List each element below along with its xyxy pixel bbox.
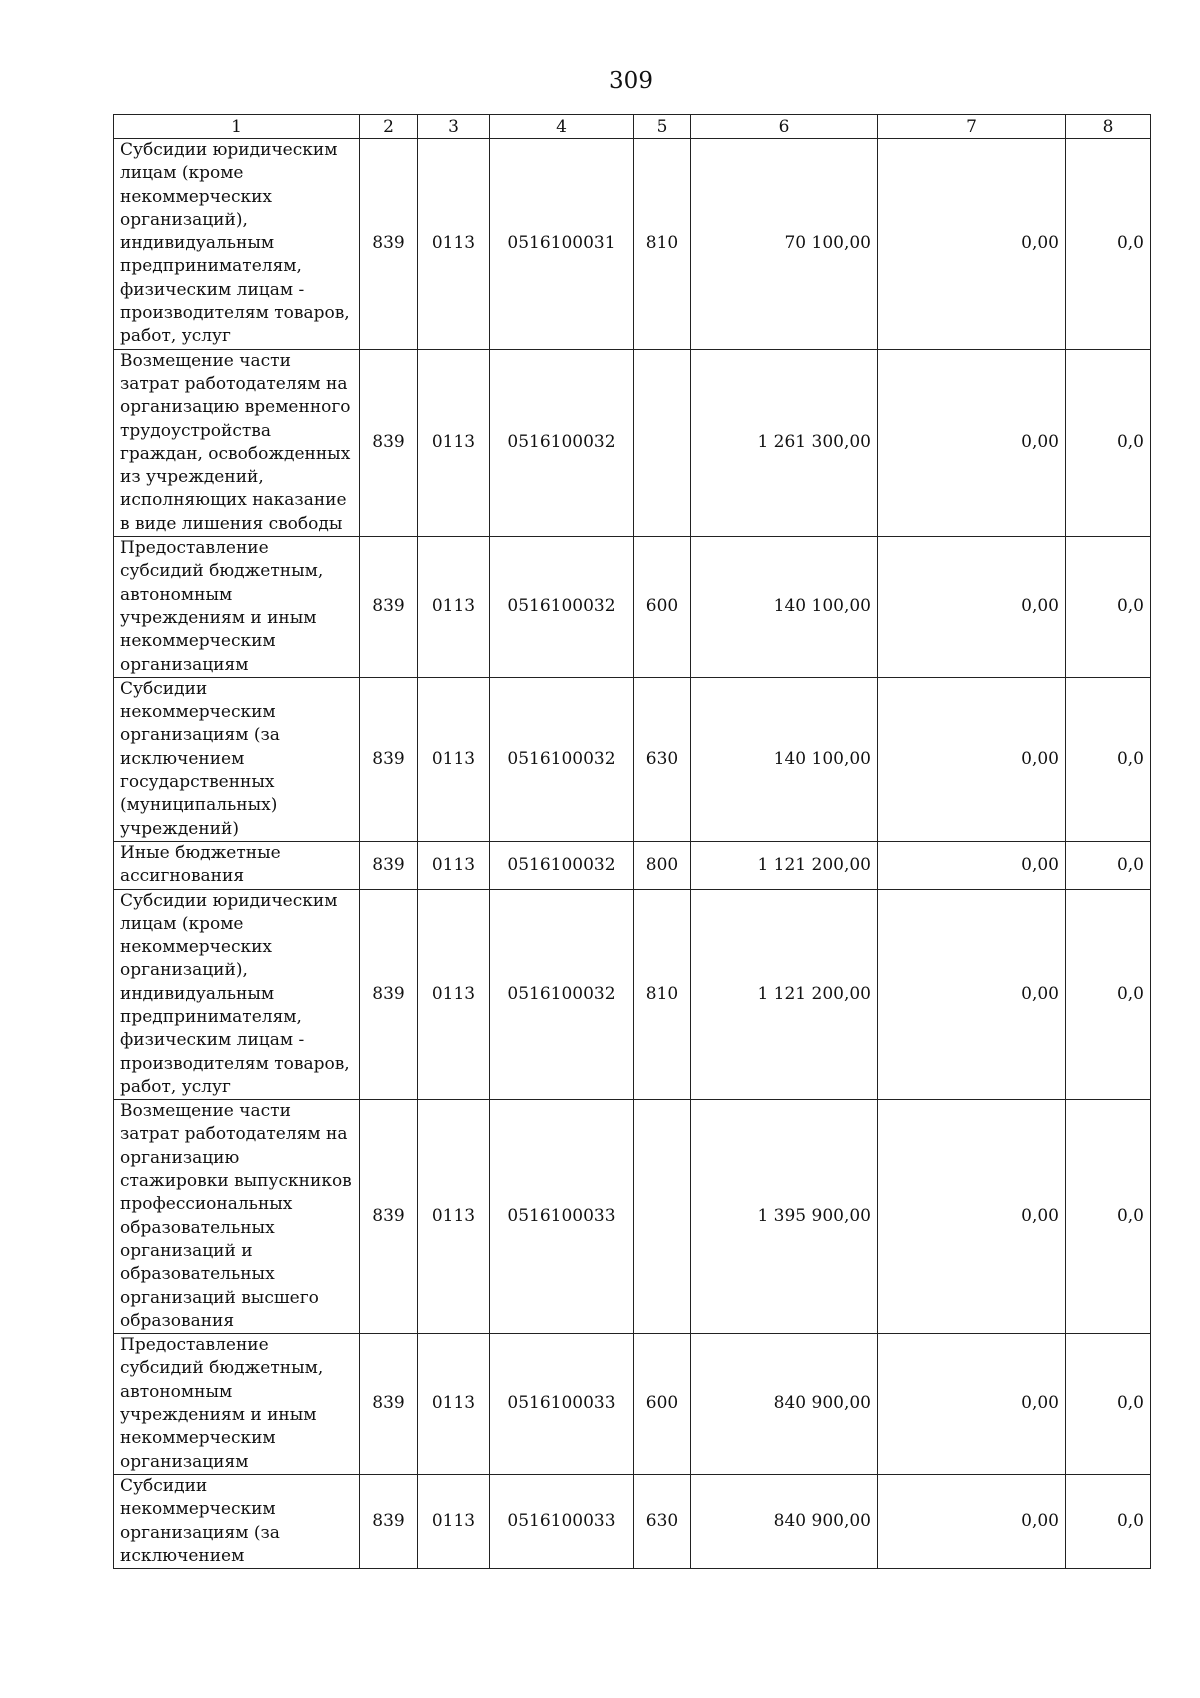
column-header: 2 xyxy=(360,115,418,139)
section-code-cell: 0113 xyxy=(418,1100,490,1334)
section-code-cell: 0113 xyxy=(418,1334,490,1475)
target-article-code-cell: 0516100033 xyxy=(490,1334,634,1475)
amount-col7-cell: 0,00 xyxy=(878,537,1066,678)
amount-col8-cell: 0,0 xyxy=(1066,1334,1151,1475)
expense-type-code-cell: 810 xyxy=(634,889,691,1100)
table-row xyxy=(114,889,1151,1100)
expense-type-code-cell xyxy=(634,349,691,536)
amount-col8-cell: 0,0 xyxy=(1066,349,1151,536)
expense-name-cell: Субсидии юридическим лицам (кроме некоммерческих организаций), индивидуальным предпринимателям, физическим лицам - производителям товаров, работ, услуг xyxy=(114,139,360,350)
expense-name-cell: Возмещение части затрат работодателям на организацию стажировки выпускников профессиональных образовательных организаций и образовательных организаций высшего образования xyxy=(114,1100,360,1334)
amount-col7-cell: 0,00 xyxy=(878,1334,1066,1475)
expense-type-code-cell xyxy=(634,1100,691,1334)
table-row xyxy=(114,677,1151,841)
ministry-code-cell: 839 xyxy=(360,841,418,889)
expense-type-code-cell: 800 xyxy=(634,841,691,889)
expense-name-cell: Иные бюджетные ассигнования xyxy=(114,841,360,889)
column-header: 3 xyxy=(418,115,490,139)
table-row xyxy=(114,537,1151,678)
amount-col7-cell: 0,00 xyxy=(878,1474,1066,1568)
section-code-cell: 0113 xyxy=(418,677,490,841)
amount-col8-cell: 0,0 xyxy=(1066,889,1151,1100)
ministry-code-cell: 839 xyxy=(360,139,418,350)
ministry-code-cell: 839 xyxy=(360,349,418,536)
amount-col6-cell: 1 121 200,00 xyxy=(691,841,878,889)
amount-col6-cell: 840 900,00 xyxy=(691,1334,878,1475)
section-code-cell: 0113 xyxy=(418,139,490,350)
amount-col6-cell: 1 121 200,00 xyxy=(691,889,878,1100)
amount-col7-cell: 0,00 xyxy=(878,841,1066,889)
expense-type-code-cell: 630 xyxy=(634,1474,691,1568)
amount-col6-cell: 840 900,00 xyxy=(691,1474,878,1568)
table-row xyxy=(114,139,1151,350)
table-row xyxy=(114,841,1151,889)
column-header: 4 xyxy=(490,115,634,139)
table-row xyxy=(114,1334,1151,1475)
section-code-cell: 0113 xyxy=(418,889,490,1100)
target-article-code-cell: 0516100032 xyxy=(490,677,634,841)
section-code-cell: 0113 xyxy=(418,841,490,889)
amount-col8-cell: 0,0 xyxy=(1066,677,1151,841)
budget-table xyxy=(113,114,1151,1569)
ministry-code-cell: 839 xyxy=(360,1334,418,1475)
amount-col8-cell: 0,0 xyxy=(1066,841,1151,889)
amount-col8-cell: 0,0 xyxy=(1066,139,1151,350)
expense-type-code-cell: 630 xyxy=(634,677,691,841)
amount-col6-cell: 70 100,00 xyxy=(691,139,878,350)
table-header-row xyxy=(114,115,1151,139)
amount-col6-cell: 140 100,00 xyxy=(691,677,878,841)
table-row xyxy=(114,1100,1151,1334)
amount-col8-cell: 0,0 xyxy=(1066,1100,1151,1334)
target-article-code-cell: 0516100031 xyxy=(490,139,634,350)
amount-col7-cell: 0,00 xyxy=(878,1100,1066,1334)
ministry-code-cell: 839 xyxy=(360,677,418,841)
amount-col7-cell: 0,00 xyxy=(878,139,1066,350)
table-row xyxy=(114,349,1151,536)
target-article-code-cell: 0516100032 xyxy=(490,349,634,536)
ministry-code-cell: 839 xyxy=(360,1100,418,1334)
expense-name-cell: Возмещение части затрат работодателям на организацию временного трудоустройства граждан, освобожденных из учреждений, исполняющих наказание в виде лишения свободы xyxy=(114,349,360,536)
amount-col7-cell: 0,00 xyxy=(878,889,1066,1100)
target-article-code-cell: 0516100032 xyxy=(490,841,634,889)
amount-col8-cell: 0,0 xyxy=(1066,1474,1151,1568)
amount-col6-cell: 1 261 300,00 xyxy=(691,349,878,536)
target-article-code-cell: 0516100032 xyxy=(490,537,634,678)
column-header: 5 xyxy=(634,115,691,139)
section-code-cell: 0113 xyxy=(418,537,490,678)
column-header: 1 xyxy=(114,115,360,139)
section-code-cell: 0113 xyxy=(418,1474,490,1568)
expense-name-cell: Предоставление субсидий бюджетным, автономным учреждениям и иным некоммерческим организациям xyxy=(114,537,360,678)
ministry-code-cell: 839 xyxy=(360,889,418,1100)
ministry-code-cell: 839 xyxy=(360,537,418,678)
target-article-code-cell: 0516100033 xyxy=(490,1100,634,1334)
table-row xyxy=(114,1474,1151,1568)
expense-name-cell: Предоставление субсидий бюджетным, автономным учреждениям и иным некоммерческим организациям xyxy=(114,1334,360,1475)
target-article-code-cell: 0516100032 xyxy=(490,889,634,1100)
expense-type-code-cell: 600 xyxy=(634,1334,691,1475)
column-header: 6 xyxy=(691,115,878,139)
amount-col6-cell: 140 100,00 xyxy=(691,537,878,678)
amount-col7-cell: 0,00 xyxy=(878,349,1066,536)
section-code-cell: 0113 xyxy=(418,349,490,536)
amount-col6-cell: 1 395 900,00 xyxy=(691,1100,878,1334)
expense-name-cell: Субсидии юридическим лицам (кроме некоммерческих организаций), индивидуальным предпринимателям, физическим лицам - производителям товаров, работ, услуг xyxy=(114,889,360,1100)
page-number: 309 xyxy=(609,68,653,94)
expense-type-code-cell: 810 xyxy=(634,139,691,350)
amount-col7-cell: 0,00 xyxy=(878,677,1066,841)
column-header: 8 xyxy=(1066,115,1151,139)
expense-name-cell: Субсидии некоммерческим организациям (за исключением государственных (муниципальных) учреждений) xyxy=(114,677,360,841)
column-header: 7 xyxy=(878,115,1066,139)
expense-type-code-cell: 600 xyxy=(634,537,691,678)
expense-name-cell: Субсидии некоммерческим организациям (за исключением xyxy=(114,1474,360,1568)
ministry-code-cell: 839 xyxy=(360,1474,418,1568)
amount-col8-cell: 0,0 xyxy=(1066,537,1151,678)
target-article-code-cell: 0516100033 xyxy=(490,1474,634,1568)
